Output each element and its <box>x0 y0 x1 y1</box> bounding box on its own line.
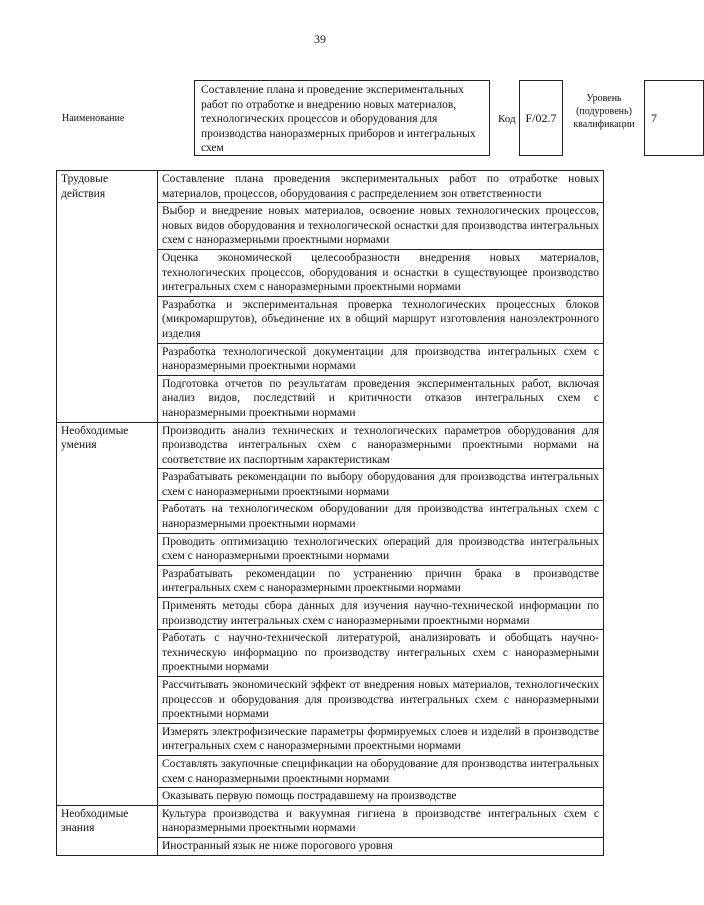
list-item: Культура производства и вакуумная гигиена в производстве интегральных схем с наноразмерными проектными нормами <box>158 805 604 837</box>
table-row <box>57 422 604 469</box>
list-item: Разрабатывать рекомендации по устранению причин брака в производстве интегральных схем с наноразмерными проектными нормами <box>158 565 604 597</box>
list-item: Подготовка отчетов по результатам проведения экспериментальных работ, включая анализ видов, последствий и критичности отказов интегральных схем с наноразмерными проектными нормами <box>158 375 604 422</box>
qualification-level-value: 7 <box>644 80 704 156</box>
code-label: Код <box>498 113 516 125</box>
list-item: Применять методы сбора данных для изучения научно-технической информации по производству интегральных схем с наноразмерными проектными нормами <box>158 598 604 630</box>
list-item: Работать с научно-технической литературой, анализировать и обобщать научно-техническую информацию по производству интегральных схем с наноразмерными проектными нормами <box>158 630 604 677</box>
code-value: F/02.7 <box>519 80 563 156</box>
list-item: Проводить оптимизацию технологических операций для производства интегральных схем с наноразмерными проектными нормами <box>158 533 604 565</box>
list-item: Оценка экономической целесообразности внедрения новых материалов, технологических процессов, оборудования и оснастки в существующее производство интегральных схем с наноразмерными проектными нормами <box>158 249 604 296</box>
list-item: Оказывать первую помощь пострадавшему на производстве <box>158 788 604 806</box>
list-item: Составление плана проведения экспериментальных работ по отработке новых материалов, процессов, оборудования с распределением зон ответственности <box>158 171 604 203</box>
list-item: Производить анализ технических и технологических параметров оборудования для производства интегральных схем с наноразмерными проектными нормами на соответствие их паспортным характеристикам <box>158 422 604 469</box>
list-item: Разрабатывать рекомендации по выбору оборудования для производства интегральных схем с наноразмерными проектными нормами <box>158 469 604 501</box>
list-item: Измерять электрофизические параметры формируемых слоев и изделий в производстве интегральных схем с наноразмерными проектными нормами <box>158 723 604 755</box>
qualification-level-label: Уровень (подуровень) квалификации <box>573 93 635 130</box>
table-row <box>57 805 604 837</box>
list-item: Рассчитывать экономический эффект от внедрения новых материалов, технологических процессов и оборудования для производства интегральных схем с наноразмерными проектными нормами <box>158 677 604 724</box>
list-item: Разработка и экспериментальная проверка технологических процессных блоков (микромаршрутов), объединение их в общий маршрут изготовления наноэлектронного изделия <box>158 296 604 343</box>
category-required-knowledge: Необходимые знания <box>57 805 158 855</box>
function-title: Составление плана и проведение экспериментальных работ по отработке и внедрению новых материалов, технологических процессов и оборудования для производства наноразмерных приборов и интегральных схем <box>194 80 490 156</box>
requirements-table <box>56 170 604 856</box>
list-item: Иностранный язык не ниже порогового уровня <box>158 837 604 855</box>
function-header <box>56 80 657 158</box>
list-item: Работать на технологическом оборудовании для производства интегральных схем с наноразмерными проектными нормами <box>158 501 604 533</box>
table-row <box>57 171 604 203</box>
list-item: Составлять закупочные спецификации на оборудование для производства интегральных схем с наноразмерными проектными нормами <box>158 755 604 787</box>
category-required-skills: Необходимые умения <box>57 422 158 805</box>
page-number: 39 <box>314 32 326 46</box>
category-labor-actions: Трудовые действия <box>57 171 158 423</box>
list-item: Разработка технологической документации для производства интегральных схем с наноразмерными проектными нормами <box>158 343 604 375</box>
list-item: Выбор и внедрение новых материалов, освоение новых технологических процессов, новых видов оборудования и технологической оснастки для производства интегральных схем с наноразмерными проектными нормами <box>158 203 604 250</box>
name-label: Наименование <box>62 113 125 124</box>
